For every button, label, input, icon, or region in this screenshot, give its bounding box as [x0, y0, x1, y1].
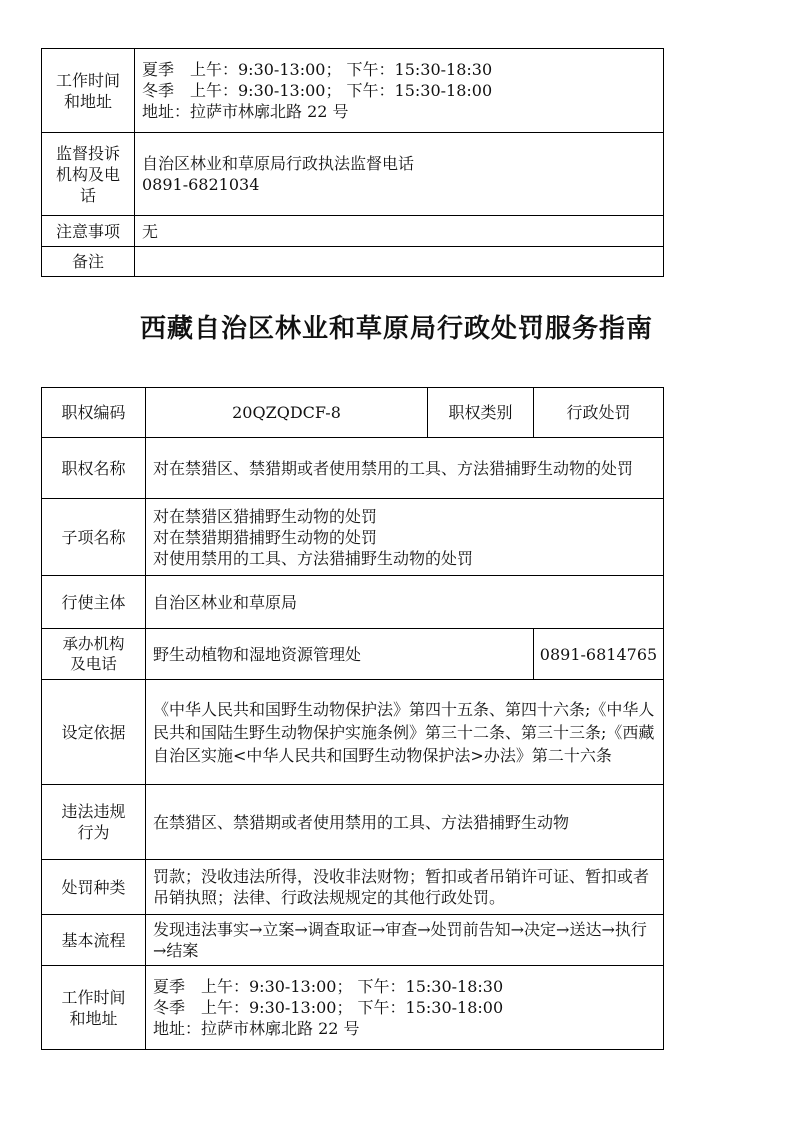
summer-hours: 夏季 上午：9:30-13:00； 下午：15:30-18:30	[142, 60, 493, 79]
row-work-time	[42, 49, 664, 133]
supervision-value	[135, 133, 664, 216]
power-code-label: 职权编码	[42, 388, 146, 438]
row-power-name	[42, 438, 664, 499]
violation-label: 违法违规 行为	[42, 785, 146, 860]
sub-items-value	[146, 499, 664, 576]
legal-basis-value: 《中华人民共和国野生动物保护法》第四十五条、第四十六条;《中华人民共和国陆生野生动物保护实施条例》第三十二条、第三十三条;《西藏自治区实施<中华人民共和国野生动物保护法>办法》第二十六条	[146, 680, 664, 785]
sub-items-label: 子项名称	[42, 499, 146, 576]
sub-item: 对在禁猎区猎捕野生动物的处罚	[153, 506, 378, 526]
handling-org-value: 野生动植物和湿地资源管理处	[146, 629, 534, 680]
notes-label: 注意事项	[42, 216, 135, 247]
remarks-label: 备注	[42, 247, 135, 277]
page-title: 西藏自治区林业和草原局行政处罚服务指南	[139, 314, 653, 344]
row-penalty-types	[42, 860, 664, 915]
row-executor	[42, 576, 664, 629]
row-remarks	[42, 247, 664, 277]
executor-value: 自治区林业和草原局	[146, 576, 664, 629]
row-violation	[42, 785, 664, 860]
row-supervision	[42, 133, 664, 216]
work-time-value	[135, 49, 664, 133]
power-category-label: 职权类别	[428, 388, 534, 438]
handling-org-label: 承办机构 及电话	[42, 629, 146, 680]
power-name-label: 职权名称	[42, 438, 146, 499]
previous-guide-table	[41, 48, 664, 277]
sub-item: 对使用禁用的工具、方法猎捕野生动物的处罚	[153, 548, 474, 568]
sub-item: 对在禁猎期猎捕野生动物的处罚	[153, 527, 378, 547]
work-time-label: 工作时间 和地址	[42, 49, 135, 133]
row-handling-org	[42, 629, 664, 680]
row-legal-basis	[42, 680, 664, 785]
work-time-label: 工作时间 和地址	[42, 966, 146, 1050]
row-work-time	[42, 966, 664, 1050]
supervision-label: 监督投诉 机构及电 话	[42, 133, 135, 216]
service-guide-table	[41, 387, 664, 1050]
basic-process-label: 基本流程	[42, 915, 146, 966]
violation-value: 在禁猎区、禁猎期或者使用禁用的工具、方法猎捕野生动物	[146, 785, 664, 860]
legal-basis-label: 设定依据	[42, 680, 146, 785]
winter-hours: 冬季 上午：9:30-13:00； 下午：15:30-18:00	[142, 81, 493, 100]
power-code-value: 20QZQDCF-8	[146, 388, 428, 438]
row-sub-items	[42, 499, 664, 576]
supervision-org: 自治区林业和草原局行政执法监督电话	[142, 154, 415, 173]
power-category-value: 行政处罚	[534, 388, 664, 438]
penalty-types-label: 处罚种类	[42, 860, 146, 915]
power-name-value: 对在禁猎区、禁猎期或者使用禁用的工具、方法猎捕野生动物的处罚	[146, 438, 664, 499]
handling-org-phone: 0891-6814765	[534, 629, 664, 680]
remarks-value	[135, 247, 664, 277]
work-time-value	[146, 966, 664, 1050]
executor-label: 行使主体	[42, 576, 146, 629]
penalty-types-value: 罚款；没收违法所得，没收非法财物；暂扣或者吊销许可证、暂扣或者吊销执照；法律、行政法规规定的其他行政处罚。	[146, 860, 664, 915]
row-notes	[42, 216, 664, 247]
row-basic-process	[42, 915, 664, 966]
notes-value: 无	[135, 216, 664, 247]
address: 地址：拉萨市林廓北路 22 号	[142, 102, 349, 121]
winter-hours: 冬季 上午：9:30-13:00； 下午：15:30-18:00	[153, 998, 504, 1017]
supervision-phone: 0891-6821034	[142, 175, 260, 194]
row-power-code	[42, 388, 664, 438]
basic-process-value: 发现违法事实→立案→调查取证→审查→处罚前告知→决定→送达→执行→结案	[146, 915, 664, 966]
address: 地址：拉萨市林廓北路 22 号	[153, 1019, 360, 1038]
summer-hours: 夏季 上午：9:30-13:00； 下午：15:30-18:30	[153, 977, 504, 996]
